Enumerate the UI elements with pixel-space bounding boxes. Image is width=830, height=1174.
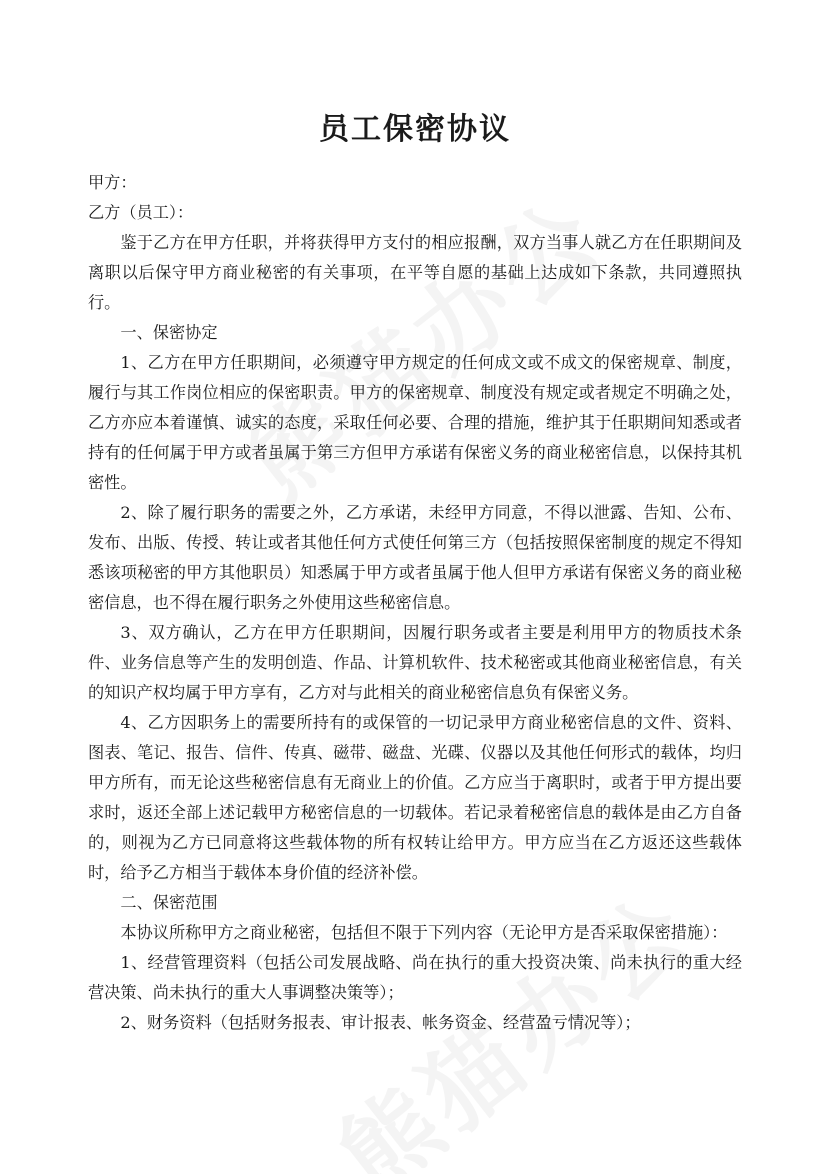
section-2-item-1: 1、经营管理资料（包括公司发展战略、尚在执行的重大投资决策、尚未执行的重大经营决策、尚未执行的重大人事调整决策等）； [88,953,742,1002]
party-b-label: 乙方（员工）： [88,203,194,222]
section-1-clause-1: 1、乙方在甲方任职期间，必须遵守甲方规定的任何成文或不成文的保密规章、制度，履行与其工作岗位相应的保密职责。甲方的保密规章、制度没有规定或者规定不明确之处，乙方亦应本着谨慎、诚实的态度，采取任何必要、合理的措施，维护其于任职期间知悉或者持有的任何属于甲方或者虽属于第三方但甲方承诺有保密义务的商业秘密信息，以保持其机密性。 [88,353,742,492]
document-title: 员工保密协议 [319,112,511,147]
section-2-intro: 本协议所称甲方之商业秘密，包括但不限于下列内容（无论甲方是否采取保密措施）： [120,923,728,942]
document-body [88,100,742,1038]
section-1-clause-3: 3、双方确认，乙方在甲方任职期间，因履行职务或者主要是利用甲方的物质技术条件、业务信息等产生的发明创造、作品、计算机软件、技术秘密或其他商业秘密信息，有关的知识产权均属于甲方享有，乙方对与此相关的商业秘密信息负有保密义务。 [88,623,742,702]
section-1-clause-4: 4、乙方因职务上的需要所持有的或保管的一切记录甲方商业秘密信息的文件、资料、图表、笔记、报告、信件、传真、磁带、磁盘、光碟、仪器以及其他任何形式的载体，均归甲方所有，而无论这些秘密信息有无商业上的价值。乙方应当于离职时，或者于甲方提出要求时，返还全部上述记载甲方秘密信息的一切载体。若记录着秘密信息的载体是由乙方自备的，则视为乙方已同意将这些载体物的所有权转让给甲方。甲方应当在乙方返还这些载体时，给予乙方相当于载体本身价值的经济补偿。 [88,713,742,882]
preamble-paragraph: 鉴于乙方在甲方任职，并将获得甲方支付的相应报酬，双方当事人就乙方在任职期间及离职以后保守甲方商业秘密的有关事项，在平等自愿的基础上达成如下条款，共同遵照执行。 [88,233,742,312]
section-1-heading: 一、保密协定 [120,323,218,342]
section-2-heading: 二、保密范围 [120,893,218,912]
section-1-clause-2: 2、除了履行职务的需要之外，乙方承诺，未经甲方同意，不得以泄露、告知、公布、发布、出版、传授、转让或者其他任何方式使任何第三方（包括按照保密制度的规定不得知悉该项秘密的甲方其他职员）知悉属于甲方或者虽属于他人但甲方承诺有保密义务的商业秘密信息，也不得在履行职务之外使用这些秘密信息。 [88,503,742,612]
section-2-item-2: 2、财务资料（包括财务报表、审计报表、帐务资金、经营盈亏情况等）； [120,1013,641,1032]
party-a-label: 甲方： [88,173,137,192]
